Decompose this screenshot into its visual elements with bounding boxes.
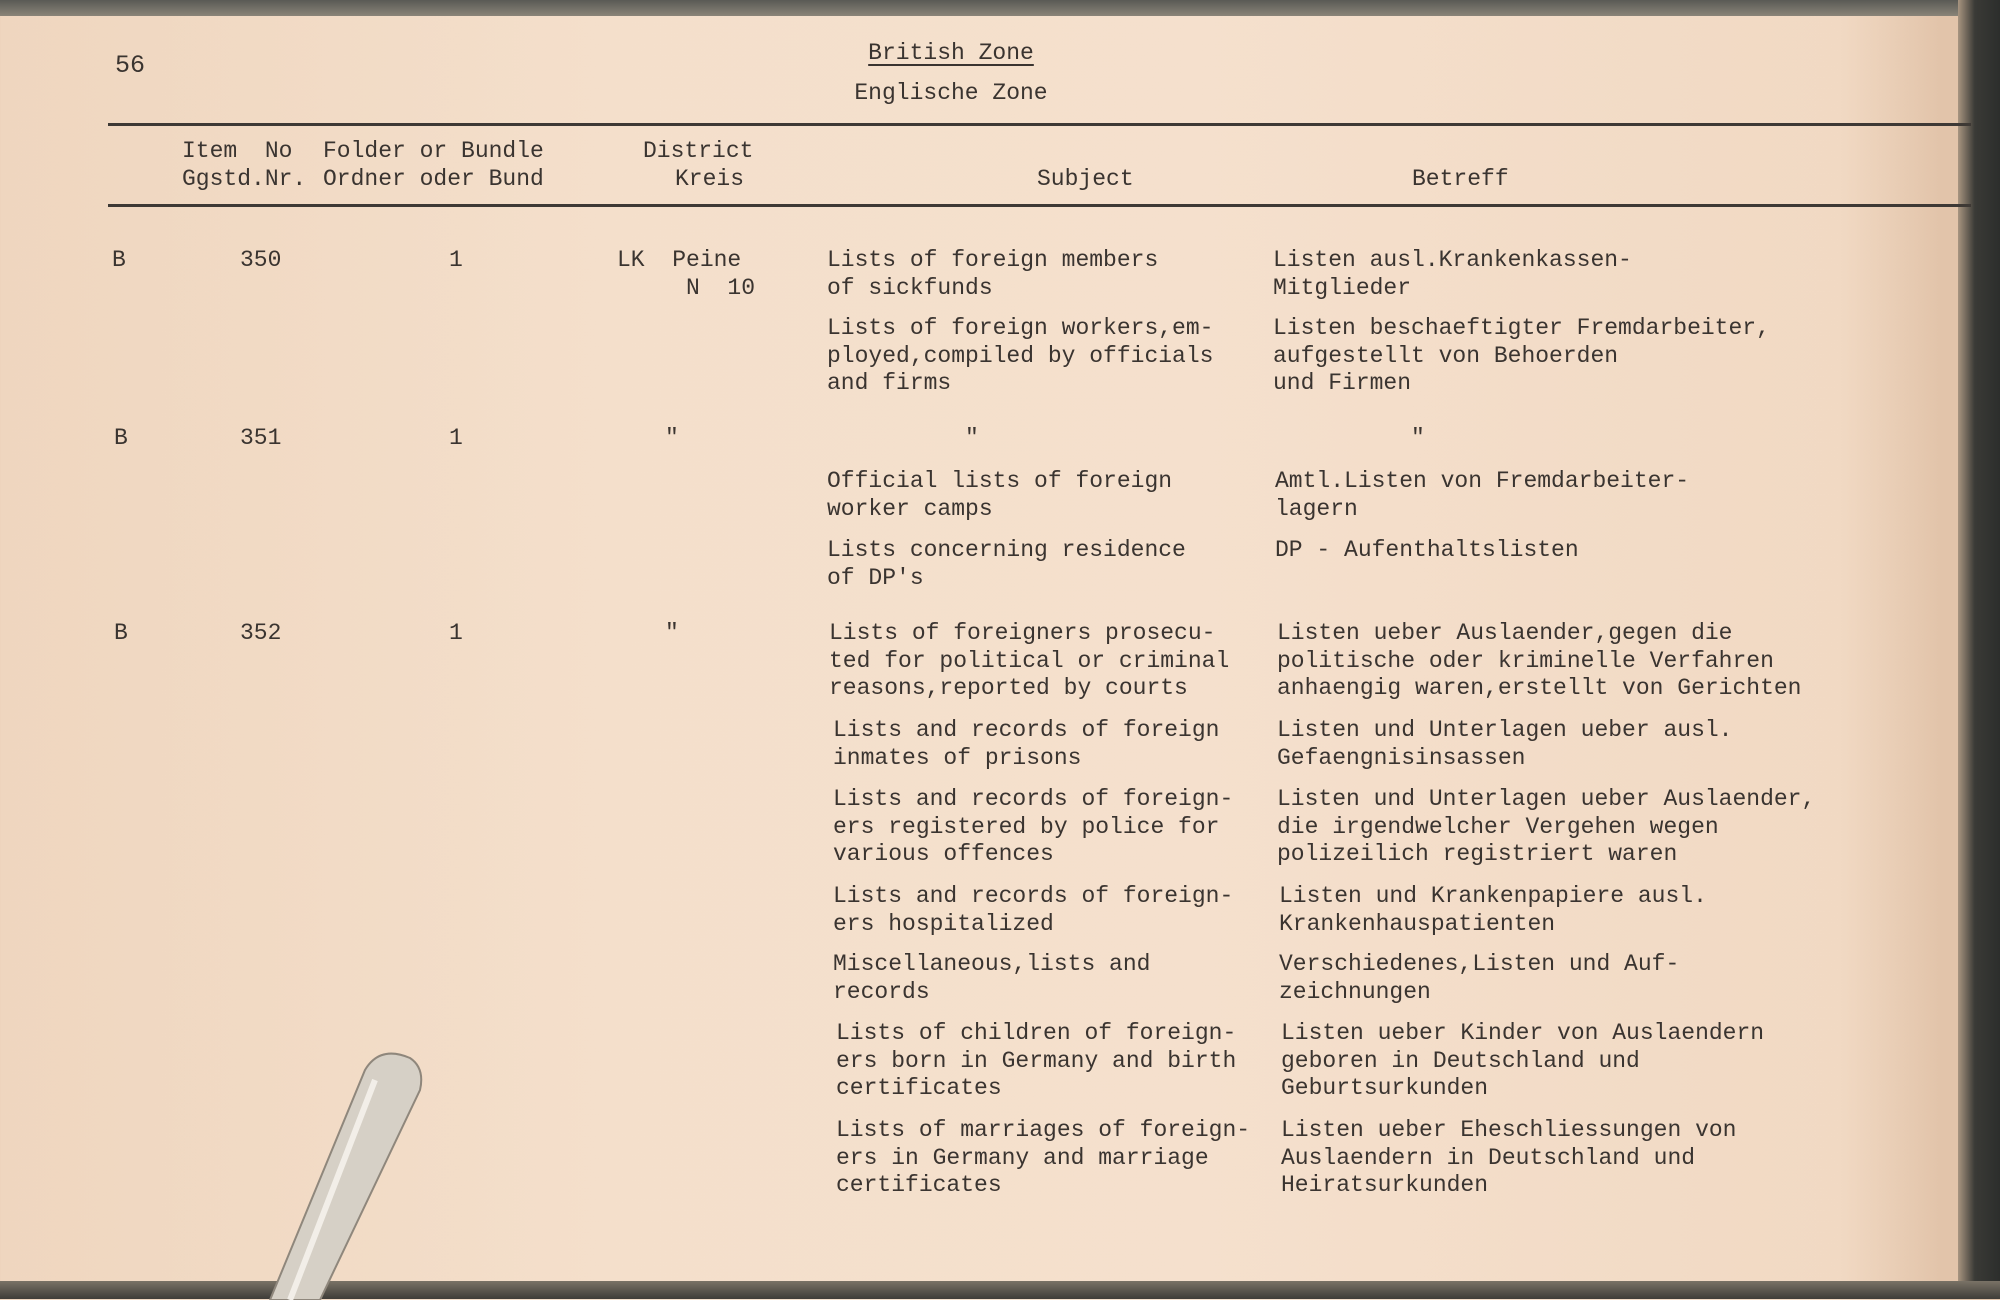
page-number: 56 xyxy=(115,51,146,80)
page-subtitle: Englische Zone xyxy=(854,80,1048,106)
scan-top-edge xyxy=(0,0,2000,16)
pen-tip-in-scan xyxy=(250,1050,430,1300)
row-prefix: B xyxy=(114,620,128,646)
book-binding-edge xyxy=(1958,0,2000,1299)
row-prefix: B xyxy=(112,247,126,273)
subject-entry: Lists of marriages of foreign- ers in Germany and marriage certificates xyxy=(836,1117,1251,1198)
header-subject: Subject xyxy=(1037,166,1134,192)
header-top-rule xyxy=(108,123,1971,126)
betreff-entry: Listen beschaeftigter Fremdarbeiter, aufgestellt von Behoerden und Firmen xyxy=(1273,315,1770,396)
betreff-entry: Listen ueber Eheschliessungen von Auslaendern in Deutschland und Heiratsurkunden xyxy=(1281,1117,1737,1198)
subject-entry: " xyxy=(827,425,979,451)
folder-number: 1 xyxy=(449,620,463,646)
subject-entry: Lists and records of foreign- ers registered by police for various offences xyxy=(833,786,1234,867)
item-number: 350 xyxy=(240,247,282,273)
header-bottom-rule xyxy=(108,204,1971,207)
subject-entry: Lists of foreign workers,em- ployed,compiled by officials and firms xyxy=(827,315,1214,396)
district: " xyxy=(665,620,679,646)
betreff-entry: " xyxy=(1273,425,1425,451)
betreff-entry: DP - Aufenthaltslisten xyxy=(1275,537,1579,563)
betreff-entry: Listen und Unterlagen ueber Auslaender, die irgendwelcher Vergehen wegen polizeilich registriert waren xyxy=(1277,786,1816,867)
header-district-de: Kreis xyxy=(675,166,745,192)
subject-entry: Lists of foreigners prosecu- ted for political or criminal reasons,reported by courts xyxy=(829,620,1230,701)
betreff-entry: Listen und Krankenpapiere ausl. Krankenhauspatienten xyxy=(1279,883,1707,937)
betreff-entry: Listen ueber Kinder von Auslaendern geboren in Deutschland und Geburtsurkunden xyxy=(1281,1020,1765,1101)
betreff-entry: Listen ueber Auslaender,gegen die politische oder kriminelle Verfahren anhaengig waren,erstellt von Gerichten xyxy=(1277,620,1802,701)
folder-number: 1 xyxy=(449,247,463,273)
item-number: 351 xyxy=(240,425,282,451)
page-title: British Zone xyxy=(868,40,1034,66)
header-folder-en: Folder or Bundle xyxy=(323,138,544,164)
header-betreff: Betreff xyxy=(1412,166,1509,192)
header-item-de: Ggstd.Nr. xyxy=(182,166,307,192)
betreff-entry: Amtl.Listen von Fremdarbeiter- lagern xyxy=(1275,468,1690,522)
subject-entry: Lists of foreign members of sickfunds xyxy=(827,247,1159,301)
item-number: 352 xyxy=(240,620,282,646)
betreff-entry: Verschiedenes,Listen und Auf- zeichnungen xyxy=(1279,951,1680,1005)
betreff-entry: Listen ausl.Krankenkassen- Mitglieder xyxy=(1273,247,1632,301)
betreff-entry: Listen und Unterlagen ueber ausl. Gefaengnisinsassen xyxy=(1277,717,1733,771)
folder-number: 1 xyxy=(449,425,463,451)
subject-entry: Lists concerning residence of DP's xyxy=(827,537,1186,591)
header-district-en: District xyxy=(643,138,754,164)
header-folder-de: Ordner oder Bund xyxy=(323,166,544,192)
subject-entry: Official lists of foreign worker camps xyxy=(827,468,1173,522)
subject-entry: Miscellaneous,lists and records xyxy=(833,951,1151,1005)
header-item-en: Item No xyxy=(182,138,293,164)
district: LK Peine N 10 xyxy=(617,247,756,301)
subject-entry: Lists and records of foreign inmates of prisons xyxy=(833,717,1220,771)
row-prefix: B xyxy=(114,425,128,451)
district: " xyxy=(665,425,679,451)
subject-entry: Lists of children of foreign- ers born in Germany and birth certificates xyxy=(836,1020,1237,1101)
subject-entry: Lists and records of foreign- ers hospitalized xyxy=(833,883,1234,937)
